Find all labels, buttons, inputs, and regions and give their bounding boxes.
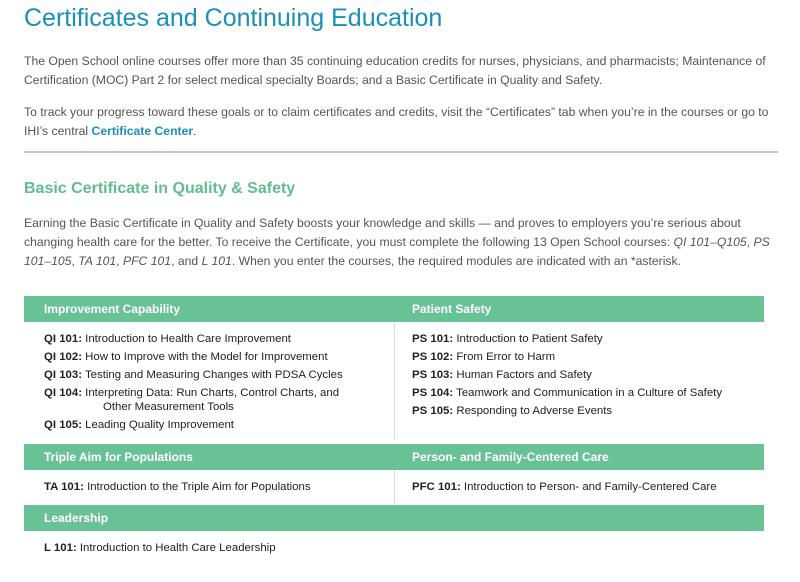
course-code: PFC 101: (412, 481, 461, 493)
course-ps-104[interactable] (412, 386, 762, 400)
basic-certificate-text-2: . When you enter the courses, the required modules are indicated with an *asterisk. (231, 254, 681, 268)
course-code: TA 101: (44, 481, 84, 493)
header-person-family-centered-care: Person- and Family-Centered Care (392, 444, 764, 470)
course-l-101[interactable] (44, 541, 389, 555)
header-patient-safety: Patient Safety (392, 296, 764, 322)
course-ref-qi: QI 101–Q105 (673, 235, 747, 249)
person-family-list (412, 480, 762, 498)
course-title: Testing and Measuring Changes with PDSA Cycles (84, 369, 343, 381)
course-ref-pfc: PFC 101 (122, 254, 172, 268)
course-code: PS 105: (412, 405, 454, 417)
course-title: How to Improve with the Model for Improvement (85, 351, 328, 363)
column-separator (394, 322, 395, 440)
course-title: Interpreting Data: Run Charts, Control Charts, and (85, 387, 340, 399)
course-code: QI 103: (44, 369, 82, 381)
course-title: Introduction to Patient Safety (456, 333, 603, 345)
course-qi-105[interactable] (44, 418, 389, 432)
course-qi-101[interactable] (44, 332, 389, 346)
course-title: Teamwork and Communication in a Culture of Safety (456, 387, 723, 399)
course-ref-l: L 101 (201, 254, 232, 268)
triple-aim-list (44, 480, 389, 498)
course-ps-105[interactable] (412, 404, 762, 418)
basic-certificate-text-1: Earning the Basic Certificate in Quality and Safety boosts your knowledge and skills — and proves to employers you’re serious about changing health care for the better. To receive the Certificate, you must complete the following 13 Open School courses: (24, 216, 741, 249)
course-title: Introduction to Health Care Improvement (85, 333, 291, 345)
course-title: Introduction to the Triple Aim for Populations (87, 481, 311, 493)
course-title: Introduction to Person- and Family-Centered Care (463, 481, 717, 493)
course-code: QI 105: (44, 419, 82, 431)
course-qi-102[interactable] (44, 350, 389, 364)
course-qi-103[interactable] (44, 368, 389, 382)
course-code: QI 104: (44, 387, 82, 399)
course-title: Introduction to Health Care Leadership (79, 542, 276, 554)
course-ta-101[interactable] (44, 480, 389, 494)
improvement-capability-list (44, 332, 389, 436)
course-title-continued: Other Measurement Tools (103, 401, 234, 413)
course-title: From Error to Harm (456, 351, 556, 363)
page-title: Certificates and Continuing Education (24, 4, 443, 32)
course-code: PS 102: (412, 351, 454, 363)
course-ref-ps: PS 101–105 (24, 235, 770, 268)
intro-paragraph: The Open School online courses offer more than 35 continuing education credits for nurses, physicians, and pharmacists; Maintenance of Certification (MOC) Part 2 for select medical specialty Boards; and a Basic Certificate in Quality and Safety. (24, 54, 766, 87)
course-code: PS 101: (412, 333, 454, 345)
course-code: L 101: (44, 542, 77, 554)
course-code: PS 104: (412, 387, 454, 399)
track-text-after: . (193, 124, 197, 138)
course-ref-sep-2: , (71, 254, 79, 268)
course-pfc-101[interactable] (412, 480, 762, 494)
course-title: Responding to Adverse Events (456, 405, 613, 417)
course-ps-101[interactable] (412, 332, 762, 346)
leadership-list (44, 541, 389, 559)
basic-certificate-heading: Basic Certificate in Quality & Safety (24, 180, 296, 197)
patient-safety-list (412, 332, 762, 422)
header-improvement-capability: Improvement Capability (24, 296, 392, 322)
course-code: QI 101: (44, 333, 82, 345)
certificate-center-link[interactable]: Certificate Center (91, 124, 194, 138)
column-separator (394, 470, 395, 504)
track-progress-paragraph (24, 103, 778, 141)
course-ref-sep-1: , (746, 235, 754, 249)
header-leadership: Leadership (24, 505, 764, 531)
header-triple-aim: Triple Aim for Populations (24, 444, 392, 470)
basic-certificate-paragraph (24, 214, 778, 271)
course-title: Human Factors and Safety (456, 369, 592, 381)
course-title: Leading Quality Improvement (85, 419, 234, 431)
course-qi-104[interactable] (44, 386, 389, 414)
course-code: QI 102: (44, 351, 82, 363)
course-ps-102[interactable] (412, 350, 762, 364)
course-ref-sep-3: , (116, 254, 123, 268)
course-ps-103[interactable] (412, 368, 762, 382)
course-ref-ta: TA 101 (78, 254, 117, 268)
track-text-before: To track your progress toward these goals or to claim certificates and credits, visit the “Certificates” tab when you’re in the courses or go to IHI’s central (24, 105, 769, 138)
section-divider (24, 151, 778, 153)
course-ref-sep-4: , and (171, 254, 202, 268)
course-code: PS 103: (412, 369, 454, 381)
